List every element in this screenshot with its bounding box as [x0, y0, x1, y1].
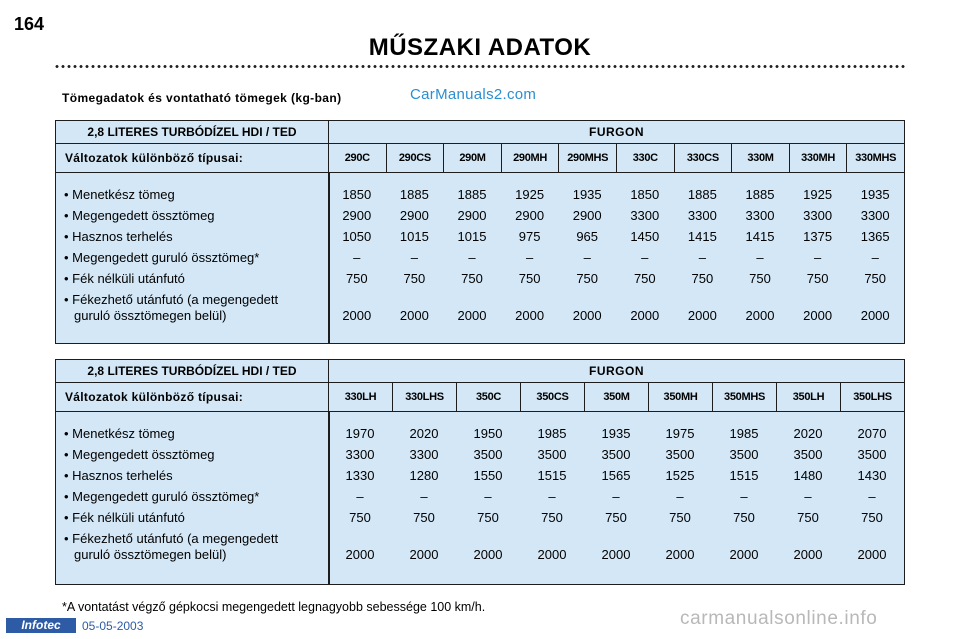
model-header: 290MH	[501, 144, 559, 172]
row-label: • Megengedett össztömeg	[64, 208, 215, 223]
table-header	[56, 121, 904, 144]
table-cell: 2000	[345, 547, 375, 562]
row-label: • Fékezhető utánfutó (a megengedett	[64, 531, 279, 546]
table-cell: 1985	[729, 426, 759, 441]
table-cell: –	[871, 250, 879, 265]
footnote: *A vontatást végző gépkocsi megengedett legnagyobb sebessége 100 km/h.	[62, 600, 486, 614]
table-cell: 3500	[793, 447, 823, 462]
table-cell: 3500	[473, 447, 503, 462]
table-cell: 2000	[793, 547, 823, 562]
table-cell: 1985	[537, 426, 567, 441]
model-header: 350LHS	[840, 383, 904, 411]
table-cell: 2000	[515, 308, 545, 323]
table-cell: 1375	[803, 229, 833, 244]
dotted-divider	[54, 64, 906, 69]
spec-table-2	[55, 359, 905, 585]
table-cell: 2000	[601, 547, 631, 562]
table-cell: 2000	[860, 308, 890, 323]
model-header: 350CS	[520, 383, 584, 411]
table-cell: 1330	[345, 468, 375, 483]
table-cell: 750	[864, 271, 887, 286]
table-cell: 1970	[345, 426, 375, 441]
table-cell: 2000	[473, 547, 503, 562]
table-cell: 965	[576, 229, 599, 244]
table-cell: –	[468, 250, 476, 265]
table-cell: –	[353, 250, 361, 265]
table-cell: 750	[605, 510, 627, 525]
model-header: 330MH	[789, 144, 847, 172]
variant-label: Változatok különböző típusai:	[65, 390, 244, 404]
table-cell: 1015	[457, 229, 487, 244]
table-cell: 2000	[687, 308, 717, 323]
table-cell: 1415	[745, 229, 775, 244]
row-label: • Fékezhető utánfutó (a megengedett	[64, 292, 279, 307]
table-cell: 1885	[687, 187, 717, 202]
table-cell: 3300	[630, 208, 660, 223]
watermark-bottom: carmanualsonline.info	[680, 608, 878, 629]
body-type-heading: FURGON	[589, 364, 644, 378]
table-cell: 1950	[473, 426, 503, 441]
table-cell: 1415	[687, 229, 717, 244]
table-cell: –	[410, 250, 418, 265]
table-cell: –	[676, 489, 684, 504]
table-cell: 1925	[803, 187, 833, 202]
table-cell: 1885	[745, 187, 775, 202]
model-header: 350LH	[776, 383, 840, 411]
table-cell: 1280	[409, 468, 439, 483]
table-cell: 1850	[342, 187, 372, 202]
variant-label: Változatok különböző típusai:	[65, 151, 244, 165]
section-subtitle: Tömegadatok és vontatható tömegek (kg-ban)	[62, 91, 342, 105]
page-number: 164	[14, 14, 45, 34]
table-cell: 3500	[665, 447, 695, 462]
row-label: guruló össztömegen belül)	[74, 547, 227, 562]
model-header: 330C	[616, 144, 674, 172]
table-cell: –	[868, 489, 876, 504]
table-cell: 2900	[515, 208, 545, 223]
watermark-top: CarManuals2.com	[410, 86, 537, 103]
table-cell: –	[698, 250, 706, 265]
table-cell: 750	[806, 271, 829, 286]
table-cell: 750	[669, 510, 691, 525]
table-cell: 3300	[345, 447, 375, 462]
table-cell: 3500	[857, 447, 887, 462]
row-label: • Megengedett össztömeg	[64, 447, 215, 462]
model-header: 350MHS	[712, 383, 776, 411]
table-cell: 750	[541, 510, 563, 525]
table-cell: 2000	[399, 308, 429, 323]
page-title: MŰSZAKI ADATOK	[368, 34, 592, 61]
table-cell: 2000	[665, 547, 695, 562]
table-cell: 3300	[409, 447, 439, 462]
row-label: • Menetkész tömeg	[64, 187, 175, 202]
table-cell: –	[548, 489, 556, 504]
table-cell: 1525	[665, 468, 695, 483]
table-cell: 2900	[572, 208, 602, 223]
table-cell: 750	[797, 510, 819, 525]
footer-date: 05-05-2003	[82, 619, 144, 633]
table-cell: 750	[733, 510, 755, 525]
table-cell: –	[484, 489, 492, 504]
table-cell: 1515	[729, 468, 759, 483]
row-label: • Hasznos terhelés	[64, 468, 173, 483]
row-label: • Fék nélküli utánfutó	[64, 510, 185, 525]
table-cell: 1935	[572, 187, 602, 202]
table-cell: 2900	[342, 208, 372, 223]
body-type-heading: FURGON	[589, 125, 644, 139]
model-header: 290C	[328, 144, 386, 172]
table-cell: 2000	[745, 308, 775, 323]
table-cell: –	[356, 489, 364, 504]
table-cell: 2000	[857, 547, 887, 562]
table-cell: 3300	[803, 208, 833, 223]
model-header: 350M	[584, 383, 648, 411]
table-cell: 1365	[860, 229, 890, 244]
variant-row	[56, 383, 904, 412]
table-cell: 750	[345, 271, 368, 286]
table-cell: 3300	[860, 208, 890, 223]
table-cell: 750	[413, 510, 435, 525]
table-cell: 2000	[572, 308, 602, 323]
table-cell: 1925	[515, 187, 545, 202]
model-header: 350MH	[648, 383, 712, 411]
model-header: 290MHS	[558, 144, 616, 172]
model-header: 330MHS	[846, 144, 904, 172]
row-label: guruló össztömegen belül)	[74, 308, 227, 323]
table-cell: 2000	[342, 308, 372, 323]
model-header: 330M	[731, 144, 789, 172]
row-label: • Megengedett guruló össztömeg*	[64, 250, 260, 265]
table-cell: 750	[691, 271, 714, 286]
table-cell: 2070	[857, 426, 887, 441]
table-cell: 1480	[793, 468, 823, 483]
table-cell: 1885	[399, 187, 429, 202]
table-cell: 2020	[409, 426, 439, 441]
table-cell: –	[756, 250, 764, 265]
table-cell: 2020	[793, 426, 823, 441]
table-cell: 1430	[857, 468, 887, 483]
table-cell: 3500	[601, 447, 631, 462]
table-cell: 1935	[601, 426, 631, 441]
table-cell: 1515	[537, 468, 567, 483]
table-cell: 750	[861, 510, 883, 525]
table-cell: 1565	[601, 468, 631, 483]
engine-heading: 2,8 LITERES TURBÓDÍZEL HDI / TED	[56, 121, 329, 143]
table-cell: –	[612, 489, 620, 504]
table-cell: 750	[576, 271, 599, 286]
table-cell: 1850	[630, 187, 660, 202]
infotec-logo: Infotec	[6, 618, 76, 633]
table-cell: 2000	[409, 547, 439, 562]
table-cell: –	[740, 489, 748, 504]
table-cell: 1550	[473, 468, 503, 483]
table-cell: 750	[749, 271, 771, 286]
table-cell: 975	[518, 229, 541, 244]
table-cell: 3500	[729, 447, 759, 462]
variant-row	[56, 144, 904, 173]
table-cell: 750	[518, 271, 541, 286]
table-cell: 3500	[537, 447, 567, 462]
table-cell: 1450	[630, 229, 660, 244]
table-cell: 3300	[745, 208, 775, 223]
table-cell: 750	[349, 510, 371, 525]
table-header	[56, 360, 904, 383]
row-label: • Hasznos terhelés	[64, 229, 173, 244]
table-cell: 750	[477, 510, 499, 525]
table-cell: 1015	[399, 229, 429, 244]
table-cell: –	[804, 489, 812, 504]
table-cell: 2000	[803, 308, 833, 323]
table-cell: 1885	[457, 187, 487, 202]
row-label: • Menetkész tömeg	[64, 426, 175, 441]
table-cell: 2000	[457, 308, 487, 323]
model-header: 330LH	[328, 383, 392, 411]
model-header: 290M	[443, 144, 501, 172]
table-cell: 2000	[630, 308, 660, 323]
table-cell: –	[525, 250, 534, 265]
table-cell: 2000	[537, 547, 567, 562]
table-cell: –	[813, 250, 822, 265]
row-label: • Fék nélküli utánfutó	[64, 271, 185, 286]
table-cell: –	[641, 250, 649, 265]
table-cell: 750	[403, 271, 426, 286]
table-cell: 2900	[457, 208, 487, 223]
table-cell: 1050	[342, 229, 372, 244]
table-cell: 750	[633, 271, 656, 286]
row-label: • Megengedett guruló össztömeg*	[64, 489, 260, 504]
table-cell: 1975	[665, 426, 695, 441]
model-header: 330LHS	[392, 383, 456, 411]
spec-table-1	[55, 120, 905, 344]
table-cell: –	[420, 489, 428, 504]
table-cell: 3300	[687, 208, 717, 223]
model-header: 330CS	[674, 144, 732, 172]
table-cell: 2000	[729, 547, 759, 562]
table-cell: –	[583, 250, 591, 265]
table-cell: 1935	[860, 187, 890, 202]
model-header: 350C	[456, 383, 520, 411]
model-header: 290CS	[386, 144, 444, 172]
table-cell: 2900	[399, 208, 429, 223]
table-cell: 750	[461, 271, 483, 286]
engine-heading: 2,8 LITERES TURBÓDÍZEL HDI / TED	[56, 360, 329, 382]
